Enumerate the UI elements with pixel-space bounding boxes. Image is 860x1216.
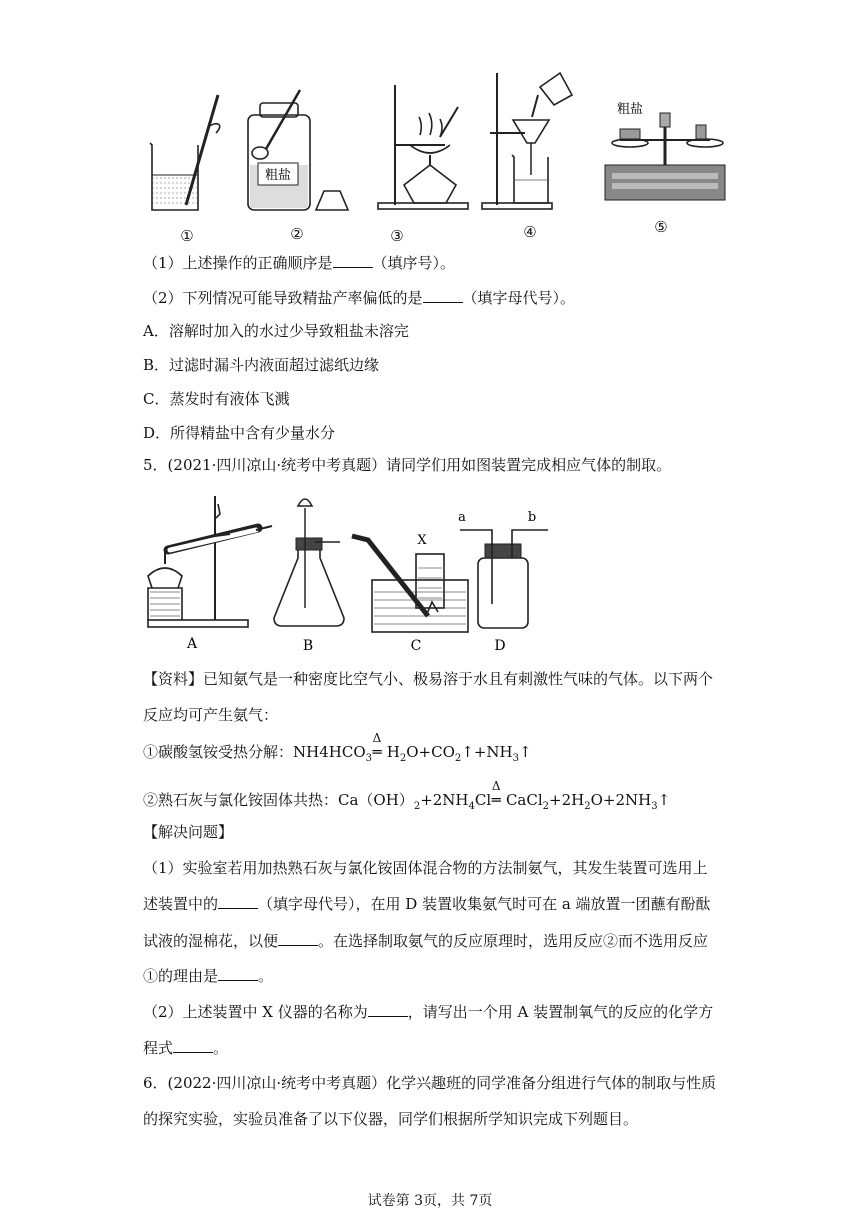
q5-part1-line2 <box>143 894 733 914</box>
page-footer: 试卷第 3页，共 7页 <box>367 1193 493 1209</box>
q5-heading: 5．(2021·四川凉山·统考中考真题）请同学们用如图装置完成相应气体的制取。 <box>143 456 672 474</box>
q5-part1-line2b: （填字母代号），在用 D 装置收集氨气时可在 a 端放置一团蘸有酚酞 <box>258 895 711 913</box>
answer-blank[interactable] <box>423 288 463 303</box>
apparatus-b-label: B <box>302 638 314 654</box>
q5-part1-line3 <box>143 931 733 951</box>
equation-2: ②熟石灰与氯化铵固体共热：$Ca(OH)_2+2NH_4Cl$ Δ ═ $CaCl_2+2H_2O+2NH_3↑$ <box>143 779 671 812</box>
q5-part2-line1a: （2）上述装置中 X 仪器的名称为 <box>143 1003 368 1021</box>
heat-symbol: Δ ═ <box>372 731 382 761</box>
q6-line2: 的探究实验，实验员准备了以下仪器，同学们根据所学知识完成下列题目。 <box>143 1110 639 1128</box>
option-d: D．所得精盐中含有少量水分 <box>143 424 336 442</box>
q5-part2-line2 <box>143 1038 733 1058</box>
eq1-nh4hco3: 4 <box>319 743 329 761</box>
q5-part2-line2b: 。 <box>213 1039 229 1057</box>
heat-symbol: Δ ═ <box>491 779 501 809</box>
figure-label-5: ⑤ <box>654 218 668 236</box>
equation-1: ①碳酸氢铵受热分解：$NH4HCO_3$ Δ ═ $H_2O+CO_2↑+NH_3↑$ <box>143 731 532 764</box>
apparatus-a-label: A <box>186 636 198 652</box>
filtration-diagram <box>482 73 572 209</box>
q4-part1 <box>143 253 733 273</box>
answer-blank[interactable] <box>278 931 318 946</box>
q4-part1-tail: （填序号）。 <box>372 254 456 272</box>
apparatus-b-diagram <box>274 499 344 654</box>
info-line-1: 【资料】已知氨气是一种密度比空气小、极易溶于水且有刺激性气味的气体。以下两个 <box>143 670 714 688</box>
answer-blank[interactable] <box>333 253 373 268</box>
figure-label-4: ④ <box>523 223 537 241</box>
apparatus-a-diagram <box>148 496 272 652</box>
answer-blank[interactable] <box>218 894 258 909</box>
q5-part1-line4 <box>143 966 733 986</box>
q4-part2-text: （2）下列情况可能导致精盐产率偏低的是 <box>143 289 423 307</box>
figure-label-2: ② <box>290 225 304 243</box>
info-line-2: 反应均可产生氨气： <box>143 706 279 724</box>
option-a: A．溶解时加入的水过少导致粗盐未溶完 <box>143 322 409 340</box>
q6-line1: 6．(2022·四川凉山·统考中考真题）化学兴趣班的同学准备分组进行气体的制取与性质 <box>143 1074 717 1092</box>
x-label: X <box>417 533 427 548</box>
evaporation-diagram <box>378 85 468 209</box>
q5-part1-line1: （1）实验室若用加热熟石灰与氯化铵固体混合物的方法制氨气，其发生装置可选用上 <box>143 859 708 877</box>
beaker-stirring-diagram <box>150 95 220 210</box>
a-label: a <box>458 510 466 525</box>
q5-part2-line2a: 程式 <box>143 1039 174 1057</box>
figure-label-1: ① <box>180 227 194 245</box>
b-label: b <box>527 510 537 525</box>
option-c: C．蒸发时有液体飞溅 <box>143 390 290 408</box>
equation-2-prefix: ②熟石灰与氯化铵固体共热：Ca（OH） <box>143 791 414 809</box>
answer-blank[interactable] <box>218 966 258 981</box>
q5-part1-line3b: 。在选择制取氨气的反应原理时，选用反应②而不选用反应 <box>318 932 709 950</box>
apparatus-c-diagram <box>352 533 468 654</box>
apparatus-d-label: D <box>494 638 506 654</box>
reagent-jar-diagram <box>248 90 348 210</box>
q4-part1-text: （1）上述操作的正确顺序是 <box>143 254 333 272</box>
answer-blank[interactable] <box>173 1038 213 1053</box>
balance-diagram <box>605 101 725 200</box>
q5-part2-line1b: ，请写出一个用 A 装置制氧气的反应的化学方 <box>407 1003 714 1021</box>
apparatus-c-label: C <box>410 638 422 654</box>
balance-label: 粗盐 <box>616 102 644 117</box>
solve-heading: 【解决问题】 <box>143 823 234 841</box>
option-b: B．过滤时漏斗内液面超过滤纸边缘 <box>143 356 380 374</box>
apparatus-d-diagram <box>458 510 548 654</box>
q5-part1-line4a: ①的理由是 <box>143 967 219 985</box>
equation-1-prefix: ①碳酸氢铵受热分解：NH <box>143 743 320 761</box>
q5-part1-line4b: 。 <box>258 967 274 985</box>
q5-part1-line2a: 述装置中的 <box>143 895 219 913</box>
q5-part1-line3a: 试液的湿棉花，以便 <box>143 932 279 950</box>
q4-part2-tail: （填字母代号）。 <box>462 289 576 307</box>
answer-blank[interactable] <box>368 1002 408 1017</box>
figure-gas-apparatus <box>140 488 580 658</box>
q4-part2 <box>143 288 733 308</box>
jar-label: 粗盐 <box>264 168 292 183</box>
q5-part2-line1 <box>143 1002 733 1022</box>
figure-label-3: ③ <box>390 227 404 245</box>
